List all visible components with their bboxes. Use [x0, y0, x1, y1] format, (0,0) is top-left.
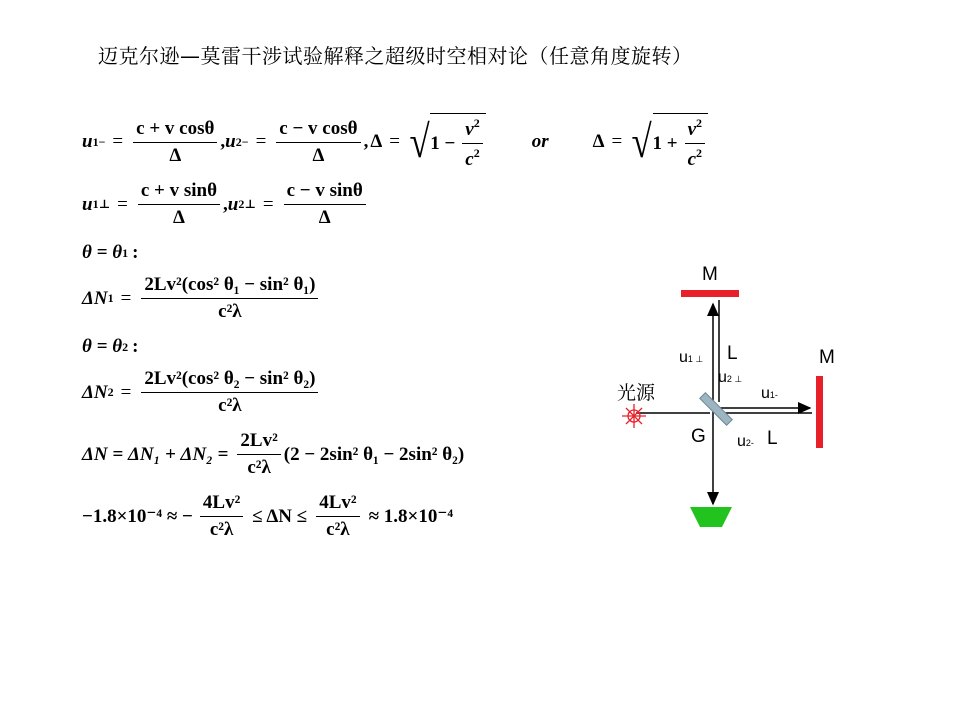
mirror-top-label: M	[702, 264, 718, 285]
u1-perp-label: u1 ⊥	[679, 349, 704, 366]
equation-velocity-parallel: u 1− = $\frac{\text{c + v cosθ}}{\Delta}$ , u 2− = $\frac{\text{c − v cosθ}}{\Delta}$ , Δ = √ 1 − $\frac{v^2}{c^2}$ or Δ = √ 1 + $\frac{v^2}{c^2}$	[82, 113, 708, 171]
equation-velocity-perpendicular: u 1⊥ = $\frac{\text{c + v sinθ}}{\Delta}$ , u 2⊥ = $\frac{\text{c − v sinθ}}{\Delta}$	[82, 180, 369, 229]
length-vertical-label: L	[727, 343, 738, 364]
equation-delta-n2: ΔN 2 = $\frac{\text{2Lv²(cos² θ₂ − sin² θ₂)}}{\text{c²λ}}$	[82, 368, 321, 417]
mirror-right-label: M	[819, 347, 835, 368]
mirror-top	[681, 290, 739, 297]
equation-delta-n-total: ΔN = ΔN₁ + ΔN₂ = $\frac{\text{2Lv²}}{\text{c²λ}}$ (2 − 2sin² θ₁ − 2sin² θ₂)	[82, 430, 465, 478]
equation-delta-n1: ΔN 1 = $\frac{\text{2Lv²(cos² θ₁ − sin² θ₁)}}{\text{c²λ}}$	[82, 274, 321, 323]
length-horizontal-label: L	[767, 428, 778, 449]
fraction-u1-parallel: $\frac{\text{c + v cosθ}}{\Delta}$	[133, 118, 217, 167]
equation-theta-1: θ = θ 1 :	[82, 242, 139, 263]
mirror-right	[816, 376, 823, 448]
light-source-label: 光源	[617, 382, 656, 404]
detector	[690, 507, 732, 527]
page-title: 迈克尔逊—莫雷干涉试验解释之超级时空相对论（任意角度旋转）	[98, 44, 693, 68]
u2-perp-label: u2 ⊥	[718, 369, 743, 386]
beam-splitter	[700, 393, 733, 426]
u1-parallel-label: u1-	[761, 385, 778, 402]
equation-bounds: −1.8×10⁻⁴ ≈ − $\frac{\text{4Lv²}}{\text{c²λ}}$ ≤ ΔN ≤ $\frac{\text{4Lv²}}{\text{c²λ}}$ ≈ 1.8×10⁻⁴	[82, 492, 454, 540]
light-source-icon	[622, 404, 646, 428]
sqrt-one-plus: √ 1 + $\frac{v^2}{c^2}$	[629, 113, 708, 171]
fraction-u2-parallel: $\frac{\text{c − v cosθ}}{\Delta}$	[276, 118, 360, 167]
equation-theta-2: θ = θ 2 :	[82, 336, 139, 357]
u2-parallel-label: u2-	[737, 433, 754, 450]
sqrt-one-minus: √ 1 − $\frac{v^2}{c^2}$	[407, 113, 486, 171]
or-label: or	[531, 131, 549, 152]
beam-splitter-label: G	[691, 426, 706, 447]
